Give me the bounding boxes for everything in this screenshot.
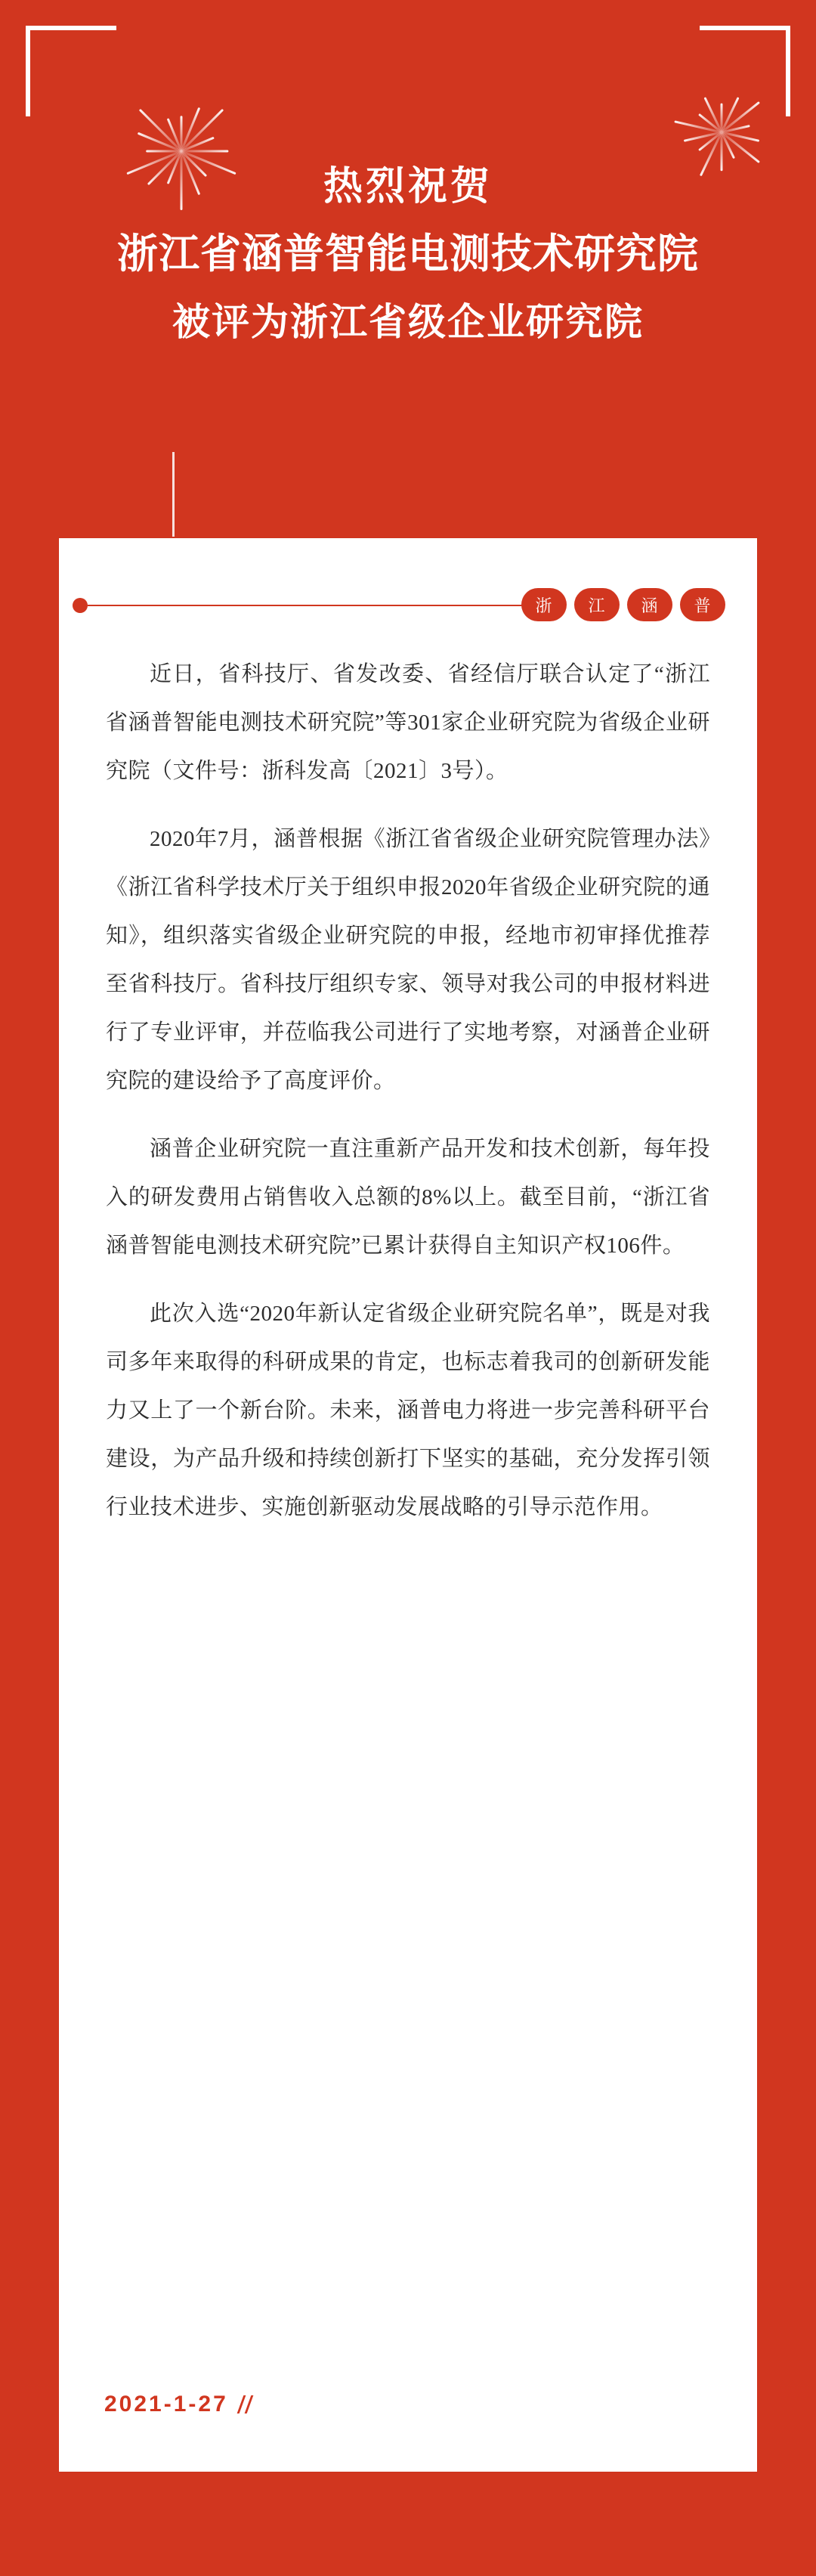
- article-paragraph: 2020年7月，涵普根据《浙江省省级企业研究院管理办法》《浙江省科学技术厅关于组织申报2020年省级企业研究院的通知》，组织落实省级企业研究院的申报，经地市初审择优推荐至省科技厅。省科技厅组织专家、领导对我公司的申报材料进行了专业评审，并莅临我公司进行了实地考察，对涵普企业研究院的建设给予了高度评价。: [106, 827, 710, 1093]
- bullet-dot-icon: [73, 598, 88, 613]
- tag-list: [521, 588, 725, 621]
- divider-line: [88, 605, 526, 606]
- corner-accent-right-horizontal: [700, 26, 790, 30]
- corner-accent-left-horizontal: [26, 26, 116, 30]
- article-body: [106, 650, 710, 1551]
- article-paragraph: 近日，省科技厅、省发改委、省经信厅联合认定了“浙江省涵普智能电测技术研究院”等301家企业研究院为省级企业研究院（文件号：浙科发高〔2021〕3号）。: [106, 662, 710, 783]
- headline-line-2: 浙江省涵普智能电测技术研究院: [117, 231, 699, 277]
- corner-accent-right-vertical: [786, 26, 790, 116]
- article-paragraph: 涵普企业研究院一直注重新产品开发和技术创新，每年投入的研发费用占销售收入总额的8%以上。截至目前，“浙江省涵普智能电测技术研究院”已累计获得自主知识产权106件。: [106, 1137, 710, 1258]
- tag-chip[interactable]: 普: [680, 588, 725, 621]
- page-title: [0, 160, 816, 351]
- slash-decoration-icon: [240, 2395, 250, 2413]
- publish-date: 2021-1-27: [104, 2392, 228, 2417]
- tag-row: [59, 584, 757, 626]
- tag-chip[interactable]: 江: [574, 588, 620, 621]
- corner-accent-left-vertical: [26, 26, 30, 116]
- tag-chip[interactable]: 浙: [521, 588, 567, 621]
- article-paragraph: 此次入选“2020年新认定省级企业研究院名单”，既是对我司多年来取得的科研成果的肯定，也标志着我司的创新研发能力又上了一个新台阶。未来，涵普电力将进一步完善科研平台建设，为产品升级和持续创新打下坚实的基础，充分发挥引领行业技术进步、实施创新驱动发展战略的引导示范作用。: [106, 1302, 710, 1519]
- content-card: [59, 538, 757, 2472]
- headline-line-1: 热烈祝贺: [323, 165, 493, 209]
- tag-chip[interactable]: 涵: [627, 588, 672, 621]
- divider-hairline: [172, 452, 175, 537]
- footer-date-bar: [104, 2392, 250, 2417]
- headline-line-3: 被评为浙江省级企业研究院: [172, 301, 644, 344]
